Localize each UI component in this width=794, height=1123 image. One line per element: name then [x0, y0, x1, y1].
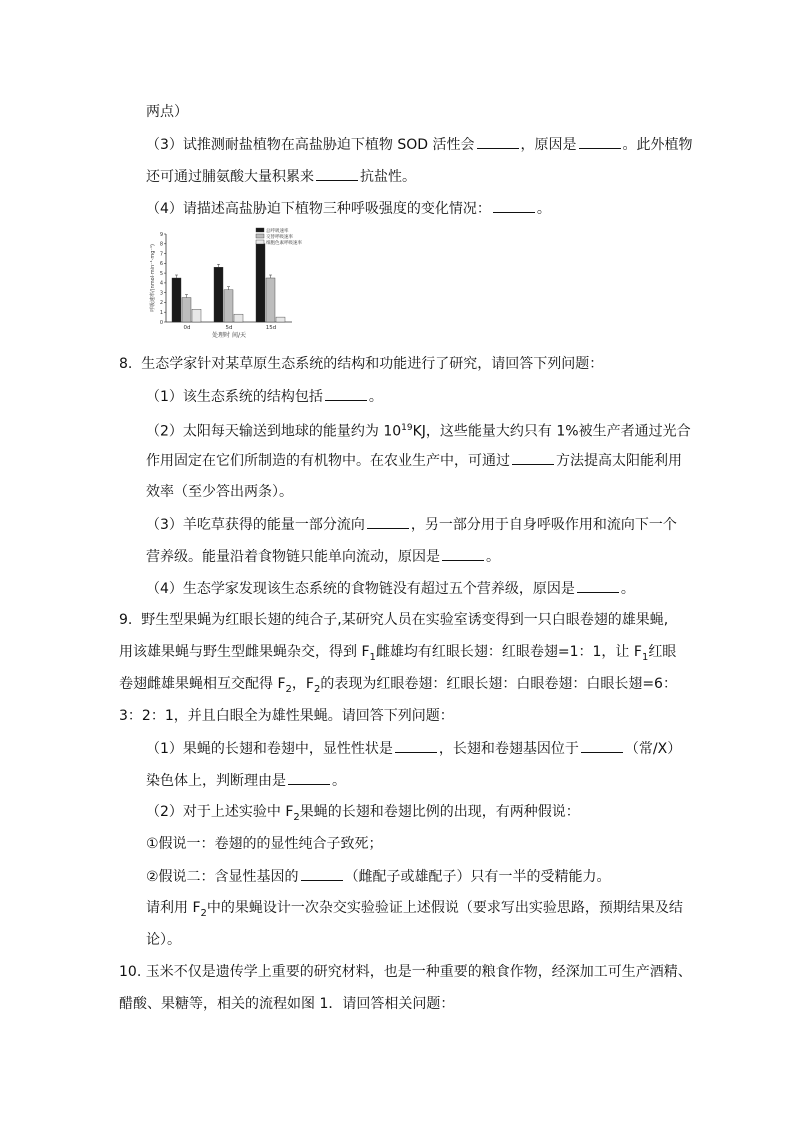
q9-task-line2: 论）。 — [146, 932, 181, 948]
q7-part3-line1: （3）试推测耐盐植物在高盐胁迫下植物 SOD 活性会 ，原因是 。此外植物 — [146, 134, 693, 155]
q9-hypothesis2: ②假说二：含显性基因的 （雌配子或雄配子）只有一半的受精能力。 — [146, 866, 611, 887]
q8-part3-line1: （3）羊吃草获得的能量一部分流向 ，另一部分用于自身呼吸作用和流向下一个 — [146, 514, 677, 535]
legend-label: 交替呼吸速率 — [266, 235, 293, 240]
y-tick-label: 5 — [159, 270, 163, 277]
bar — [182, 298, 191, 322]
answer-blank — [477, 134, 519, 149]
q9-line1: 9. 野生型果蝇为红眼长翅的纯合子,某研究人员在实验室诱变得到一只白眼卷翅的雄果蝇, — [119, 612, 669, 628]
x-axis-label: 处理时 间/天 — [212, 332, 246, 339]
q7-part4: （4）请描述高盐胁迫下植物三种呼吸强度的变化情况： 。 — [146, 198, 551, 219]
answer-blank — [316, 166, 358, 181]
q9-part1-line2: 染色体上，判断理由是 。 — [146, 770, 346, 791]
q8-part2-line1: （2）太阳每天输送到地球的能量约为 $10^{19}KJ$，这些能量大约只有 1%被生产者通过光合 — [146, 423, 691, 440]
q8-part3-line2: 营养级。能量沿着食物链只能单向流动，原因是 。 — [146, 546, 500, 567]
q9-line4: 3：2：1，并且白眼全为雄性果蝇。请回答下列问题： — [119, 708, 454, 724]
q9-part1-line1: （1）果蝇的长翅和卷翅中，显性性状是 ，长翅和卷翅基因位于 （常/X） — [146, 738, 681, 759]
y-tick-label: 0 — [159, 319, 163, 326]
y-tick-label: 2 — [159, 300, 163, 307]
y-tick-label: 4 — [159, 280, 163, 287]
bar — [214, 267, 223, 322]
answer-blank — [395, 738, 437, 753]
y-tick-label: 8 — [159, 241, 163, 248]
q9-line3: 卷翅雌雄果蝇相互交配得 $F_2$，$F_2$的表现为红眼卷翅：红眼长翅：白眼卷翅：白眼长翅=6： — [119, 676, 677, 695]
bar — [224, 290, 233, 322]
q9-hypothesis1: ①假说一：卷翅的的显性纯合子致死； — [146, 836, 383, 852]
bar — [266, 278, 275, 322]
y-tick-label: 9 — [159, 231, 163, 238]
answer-blank — [288, 770, 330, 785]
q8-stem: 8. 生态学家针对某草原生态系统的结构和功能进行了研究，请回答下列问题： — [119, 356, 604, 372]
q8-part4: （4）生态学家发现该生态系统的食物链没有超过五个营养级，原因是 。 — [146, 578, 635, 599]
y-tick-label: 6 — [159, 261, 163, 268]
x-tick-label: 5d — [225, 325, 233, 331]
answer-blank — [442, 546, 484, 561]
q9-task-line1: 请利用 $F_2$中的果蝇设计一次杂交实验验证上述假说（要求写出实验思路，预期结果及结 — [146, 900, 683, 919]
answer-blank — [301, 866, 343, 881]
bar — [172, 278, 181, 322]
q9-line2: 用该雄果蝇与野生型雌果蝇杂交，得到 $F_1$雌雄均有红眼长翅：红眼卷翅=1：1，让 $F_1$红眼 — [119, 644, 677, 663]
bar — [234, 314, 243, 322]
bar — [276, 317, 285, 322]
q7-continuation: 两点） — [146, 104, 188, 120]
q9-part2: （2）对于上述实验中 $F_2$果蝇的长翅和卷翅比例的出现，有两种假说： — [146, 804, 580, 823]
y-axis-label: 呼吸速率/(nmol·min⁻¹·mg⁻¹) — [150, 243, 156, 313]
answer-blank — [577, 578, 619, 593]
q10-line2: 醋酸、果糖等，相关的流程如图 1．请回答相关问题： — [119, 996, 455, 1012]
x-tick-label: 15d — [265, 325, 277, 331]
q7-part3-line2: 还可通过脯氨酸大量积累来 抗盐性。 — [146, 166, 416, 187]
answer-blank — [581, 738, 623, 753]
answer-blank — [367, 514, 409, 529]
y-tick-label: 3 — [159, 290, 163, 297]
bar — [192, 309, 201, 322]
bar — [256, 244, 265, 322]
q10-line1: 10. 玉米不仅是遗传学上重要的研究材料，也是一种重要的粮食作物，经深加工可生产酒精、 — [119, 964, 692, 980]
q8-part1: （1）该生态系统的结构包括 。 — [146, 386, 383, 407]
y-tick-label: 1 — [159, 310, 163, 317]
respiration-rate-bar-chart — [146, 226, 346, 344]
q8-part2-line3: 效率（至少答出两条）。 — [146, 484, 293, 500]
legend-swatch — [256, 228, 264, 232]
answer-blank — [579, 134, 621, 149]
legend-swatch — [256, 234, 264, 238]
answer-blank — [325, 386, 367, 401]
x-tick-label: 0d — [183, 325, 191, 331]
answer-blank — [512, 450, 554, 465]
q8-part2-line2: 作用固定在它们所制造的有机物中。在农业生产中，可通过 方法提高太阳能利用 — [146, 450, 682, 471]
legend-swatch — [256, 240, 264, 244]
legend-label: 细胞色素呼吸速率 — [266, 241, 302, 246]
y-tick-label: 7 — [159, 251, 163, 258]
answer-blank — [493, 198, 535, 213]
legend-label: 总呼吸速率 — [266, 229, 289, 234]
